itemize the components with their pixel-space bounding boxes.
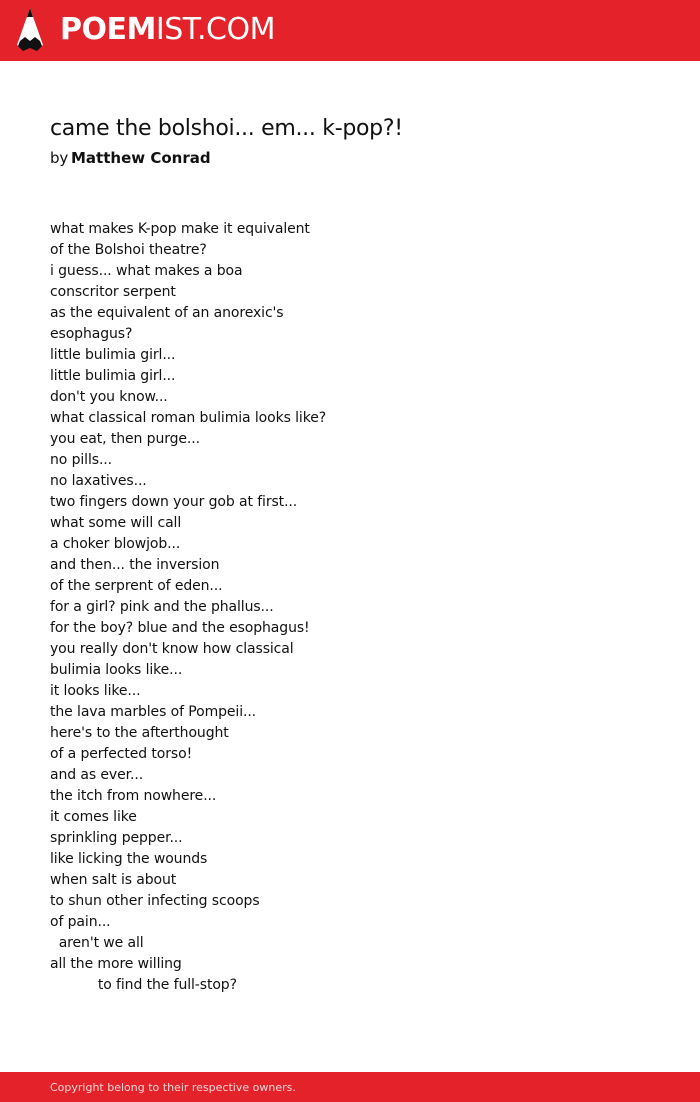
poem-line: when salt is about xyxy=(50,872,177,888)
poem-line: what classical roman bulimia looks like? xyxy=(50,410,327,426)
poem-line: it looks like... xyxy=(50,683,141,699)
poem-line: of pain... xyxy=(50,914,111,930)
poem-line: the itch from nowhere... xyxy=(50,788,217,804)
brand-name-bold: POEM xyxy=(60,12,156,47)
poem-line: what some will call xyxy=(50,515,182,531)
poem-line: of the serprent of eden... xyxy=(50,578,223,594)
poem-body xyxy=(50,219,326,996)
poem-line: to shun other infecting scoops xyxy=(50,893,260,909)
poem-line: esophagus? xyxy=(50,326,133,342)
poem-line: two fingers down your gob at first... xyxy=(50,494,298,510)
byline-label: by xyxy=(50,149,68,167)
poem-line: the lava marbles of Pompeii... xyxy=(50,704,257,720)
poem-line: a choker blowjob... xyxy=(50,536,181,552)
poem-line: sprinkling pepper... xyxy=(50,830,183,846)
site-footer xyxy=(0,1072,700,1102)
brand-wordmark xyxy=(60,12,275,47)
poem-line: all the more willing xyxy=(50,956,182,972)
poem-line: and then... the inversion xyxy=(50,557,220,573)
poem-line: it comes like xyxy=(50,809,137,825)
poem-line: little bulimia girl... xyxy=(50,347,176,363)
poem-line: of a perfected torso! xyxy=(50,746,193,762)
poem-line: to find the full-stop? xyxy=(50,977,237,993)
poem-line: here's to the afterthought xyxy=(50,725,229,741)
author-name[interactable]: Matthew Conrad xyxy=(71,149,211,167)
poem-line: no pills... xyxy=(50,452,112,468)
poem-line: for the boy? blue and the esophagus! xyxy=(50,620,310,636)
poem-byline xyxy=(50,149,211,167)
poem-line: i guess... what makes a boa xyxy=(50,263,243,279)
poem-line: you really don't know how classical xyxy=(50,641,294,657)
poem-line: conscritor serpent xyxy=(50,284,176,300)
poem-line: what makes K-pop make it equivalent xyxy=(50,221,310,237)
poem-line: for a girl? pink and the phallus... xyxy=(50,599,274,615)
poem-line: and as ever... xyxy=(50,767,144,783)
copyright-notice: Copyright belong to their respective owners. xyxy=(50,1081,296,1094)
poem-line: don't you know... xyxy=(50,389,168,405)
poem-line: like licking the wounds xyxy=(50,851,208,867)
poem-line: as the equivalent of an anorexic's xyxy=(50,305,284,321)
poem-line: of the Bolshoi theatre? xyxy=(50,242,207,258)
poem-line: you eat, then purge... xyxy=(50,431,200,447)
poem-line: little bulimia girl... xyxy=(50,368,176,384)
site-logo-link[interactable] xyxy=(15,6,275,54)
brand-name-light: IST.COM xyxy=(155,12,275,47)
site-header xyxy=(0,0,700,61)
poem-line: bulimia looks like... xyxy=(50,662,183,678)
poem-title: came the bolshoi... em... k-pop?! xyxy=(50,116,403,141)
poem-line: no laxatives... xyxy=(50,473,147,489)
poem-line: aren't we all xyxy=(50,935,144,951)
pencil-tip-icon xyxy=(15,7,45,53)
